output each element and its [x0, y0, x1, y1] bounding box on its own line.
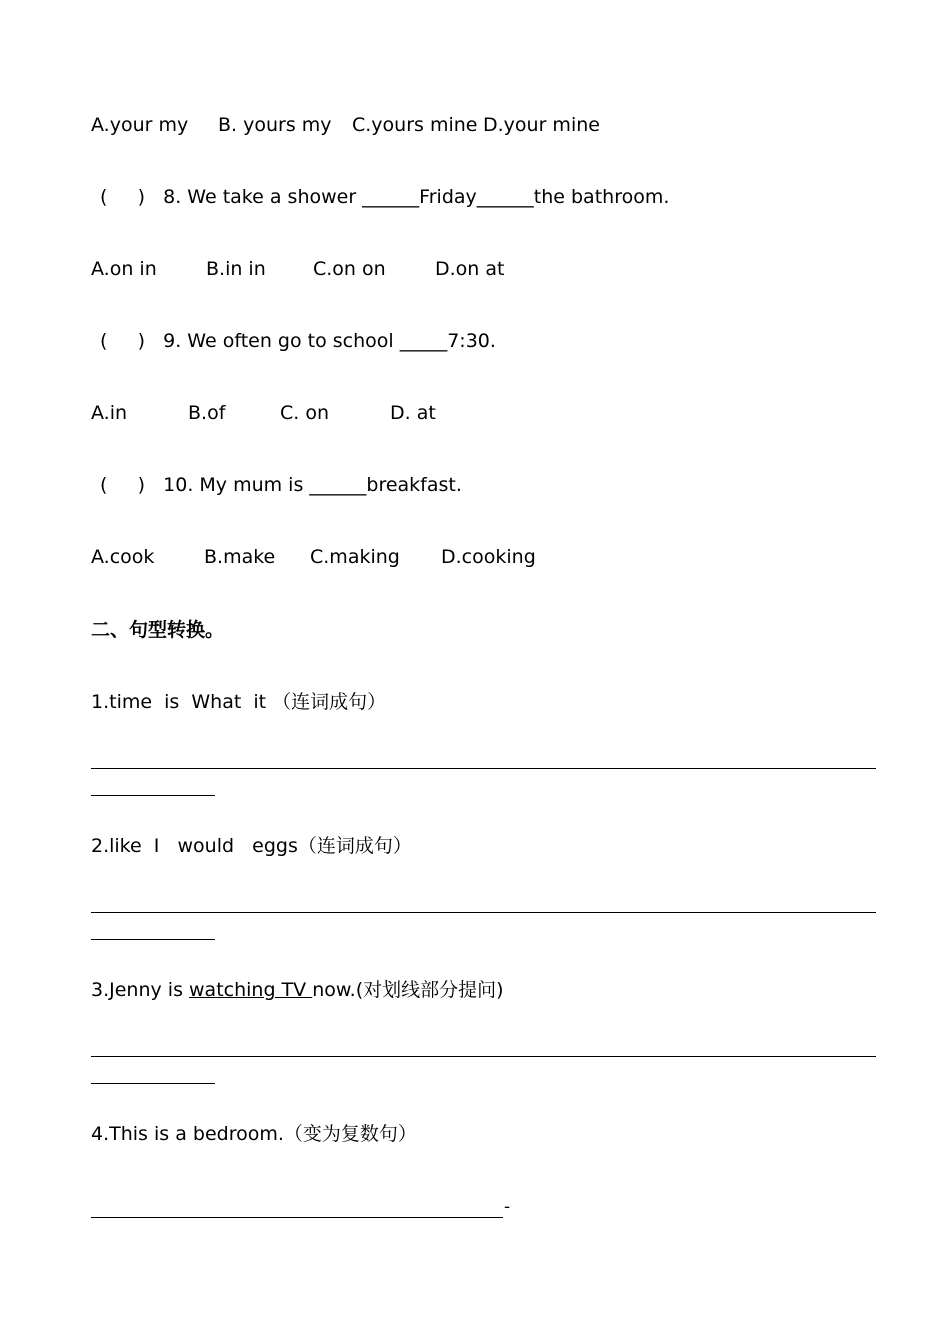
- q8-option-a: A.on in: [91, 258, 157, 280]
- q10-option-c: C.making: [310, 546, 400, 568]
- transform-item-1: 1.time is What it （连词成句）: [91, 691, 387, 713]
- q10-option-b: B.make: [204, 546, 276, 568]
- answer-line-2b: [91, 939, 215, 940]
- answer-line-2a: [91, 912, 876, 913]
- q10-stem: ( ) 10. My mum is ______breakfast.: [100, 474, 462, 496]
- transform-item-3: [91, 977, 504, 1003]
- q7-options-row: [91, 112, 691, 242]
- q7-option-b: B. yours my: [218, 114, 332, 136]
- q7-option-d: D.your mine: [483, 114, 600, 136]
- q8-option-c: C.on on: [313, 258, 386, 280]
- answer-line-4: [91, 1217, 503, 1218]
- section-heading: 二、句型转换。: [91, 619, 225, 641]
- q10-option-a: A.cook: [91, 546, 155, 568]
- answer-line-1a: [91, 768, 876, 769]
- q9-option-c: C. on: [280, 402, 330, 424]
- q10-options-row: [91, 544, 691, 674]
- q7-option-c: C.yours mine: [352, 114, 478, 136]
- answer-line-1b: [91, 795, 215, 796]
- item-3-suffix: now.(对划线部分提问): [312, 979, 504, 1001]
- q9-stem: ( ) 9. We often go to school _____7:30.: [100, 330, 496, 352]
- q8-options-row: [91, 256, 691, 386]
- transform-item-2: 2.like I would eggs（连词成句）: [91, 835, 412, 857]
- q9-option-d: D. at: [390, 402, 436, 424]
- transform-item-4: 4.This is a bedroom.（变为复数句）: [91, 1123, 417, 1145]
- answer-line-3b: [91, 1083, 215, 1084]
- q10-option-d: D.cooking: [441, 546, 536, 568]
- q9-option-a: A.in: [91, 402, 128, 424]
- answer-line-3a: [91, 1056, 876, 1057]
- q9-options-row: [91, 400, 691, 530]
- q9-option-b: B.of: [188, 402, 226, 424]
- item-3-underlined-part: watching TV: [189, 979, 313, 1001]
- trailing-dash: -: [504, 1197, 511, 1217]
- q7-option-a: A.your my: [91, 114, 189, 136]
- item-3-prefix: 3.Jenny is: [91, 979, 190, 1001]
- q8-option-b: B.in in: [206, 258, 266, 280]
- q8-stem: ( ) 8. We take a shower ______Friday______the bathroom.: [100, 186, 670, 208]
- q8-option-d: D.on at: [435, 258, 505, 280]
